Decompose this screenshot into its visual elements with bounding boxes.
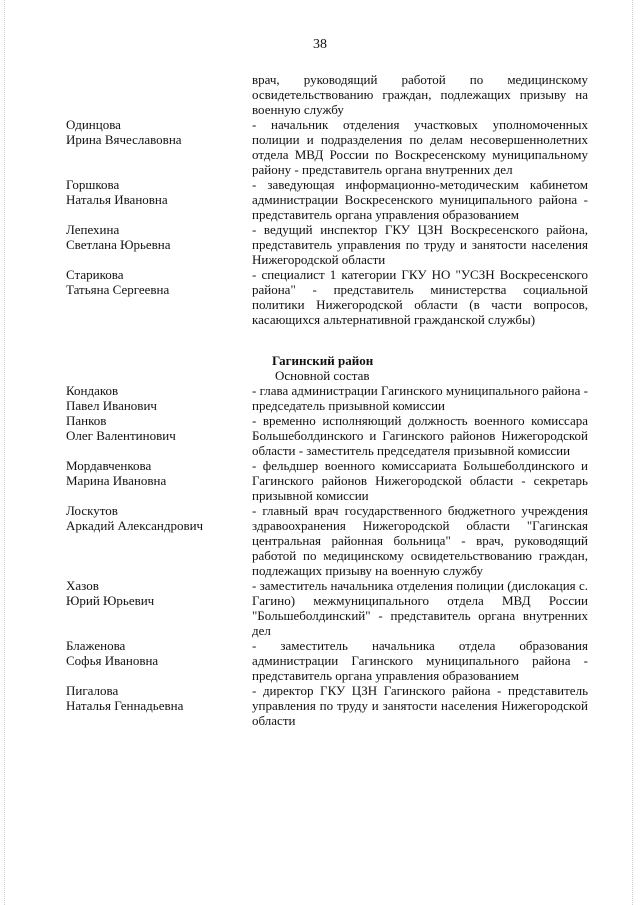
member-surname: Пигалова (66, 683, 119, 698)
member-entry (66, 222, 588, 267)
member-role: - фельдшер военного комиссариата Большеболдинского и Гагинского районов Нижегородской области - секретарь призывной комиссии (252, 458, 588, 503)
member-role: - глава администрации Гагинского муниципального района - председатель призывной комиссии (252, 383, 588, 413)
member-surname: Кондаков (66, 383, 119, 398)
member-entry (66, 383, 588, 413)
member-role: - главный врач государственного бюджетного учреждения здравоохранения Нижегородской области "Гагинская центральная районная больница" - врач, руководящий работой по медицинскому освидетельствованию граждан, подлежащих призыву на военную службу (252, 503, 588, 578)
scan-edge-left (4, 0, 5, 905)
member-given-name: Наталья Ивановна (66, 192, 168, 207)
member-surname: Хазов (66, 578, 99, 593)
member-surname: Лепехина (66, 222, 120, 237)
member-role: - временно исполняющий должность военного комиссара Большеболдинского и Гагинского районов Нижегородской области - заместитель председателя призывной комиссии (252, 413, 588, 458)
member-name (66, 413, 252, 458)
member-given-name: Светлана Юрьевна (66, 237, 171, 252)
member-role: врач, руководящий работой по медицинскому освидетельствованию граждан, подлежащих призыву на военную службу (252, 72, 588, 117)
member-entry (66, 413, 588, 458)
member-surname: Мордавченкова (66, 458, 152, 473)
scan-edge-right (632, 0, 633, 905)
member-entry (66, 72, 588, 117)
member-entry (66, 267, 588, 327)
member-given-name: Наталья Геннадьевна (66, 698, 184, 713)
member-given-name: Татьяна Сергеевна (66, 282, 170, 297)
member-entry (66, 117, 588, 177)
member-given-name: Аркадий Александрович (66, 518, 204, 533)
section-title: Гагинский район (272, 353, 374, 368)
member-role: - заместитель начальника отдела образования администрации Гагинского муниципального района - представитель органа управления образованием (252, 638, 588, 683)
subsection-title: Основной состав (275, 368, 370, 383)
member-role: - ведущий инспектор ГКУ ЦЗН Воскресенского района, представитель управления по труду и занятости населения Нижегородской области (252, 222, 588, 267)
member-role: - заведующая информационно-методическим кабинетом администрации Воскресенского муниципального района - представитель органа управления образованием (252, 177, 588, 222)
member-given-name: Софья Ивановна (66, 653, 159, 668)
member-entry (66, 683, 588, 728)
member-entry (66, 177, 588, 222)
member-given-name: Олег Валентинович (66, 428, 176, 443)
member-given-name: Марина Ивановна (66, 473, 167, 488)
member-entry (66, 578, 588, 638)
member-name (66, 72, 252, 117)
member-name (66, 458, 252, 503)
member-surname: Панков (66, 413, 107, 428)
member-role: - специалист 1 категории ГКУ НО "УСЗН Воскресенского района" - представитель министерства социальной политики Нижегородской области (в части вопросов, касающихся альтернативной гражданской службы) (252, 267, 588, 327)
member-given-name: Ирина Вячеславовна (66, 132, 182, 147)
member-surname: Старикова (66, 267, 124, 282)
member-given-name: Павел Иванович (66, 398, 157, 413)
member-role: - директор ГКУ ЦЗН Гагинского района - представитель управления по труду и занятости населения Нижегородской области (252, 683, 588, 728)
member-name (66, 503, 252, 578)
page-number: 38 (313, 37, 327, 52)
member-role: - начальник отделения участковых уполномоченных полиции и подразделения по делам несовершеннолетних отдела МВД России по Воскресенскому муниципальному району - представитель органа внутренних дел (252, 117, 588, 177)
member-entry (66, 638, 588, 683)
member-entry (66, 503, 588, 578)
member-surname: Горшкова (66, 177, 120, 192)
member-name (66, 267, 252, 327)
member-name (66, 638, 252, 683)
member-name (66, 222, 252, 267)
member-surname: Блаженова (66, 638, 126, 653)
member-given-name: Юрий Юрьевич (66, 593, 155, 608)
member-name (66, 383, 252, 413)
member-surname: Лоскутов (66, 503, 118, 518)
member-name (66, 683, 252, 728)
member-name (66, 177, 252, 222)
member-role: - заместитель начальника отделения полиции (дислокация с. Гагино) межмуниципального отдела МВД России "Большеболдинский" - представитель органа внутренних дел (252, 578, 588, 638)
member-name (66, 117, 252, 177)
document-body (66, 72, 588, 728)
member-name (66, 578, 252, 638)
member-entry (66, 458, 588, 503)
member-surname: Одинцова (66, 117, 121, 132)
